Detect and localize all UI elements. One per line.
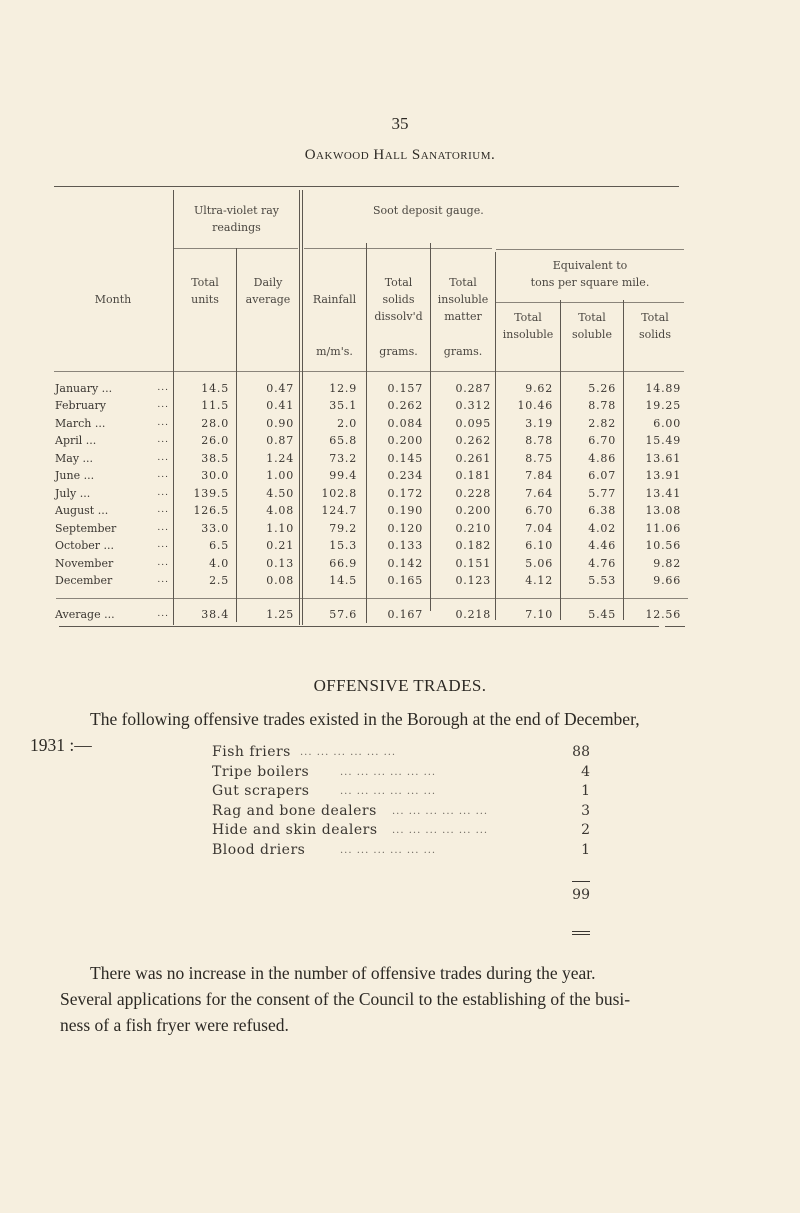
table-row-rainfall: 15.3	[329, 539, 357, 553]
table-row-insoluble-matter: 0.287	[455, 382, 491, 395]
trade-item	[212, 842, 590, 864]
month-label: October ...	[55, 539, 115, 553]
page-number: 35	[391, 114, 409, 133]
leader-dots: ... ... ... ... ... ...	[340, 844, 437, 856]
trade-name: Rag and bone dealers	[212, 802, 377, 819]
average-row-rainfall: 57.6	[329, 608, 357, 621]
leader-dots: ... ... ... ... ... ...	[340, 786, 437, 797]
table-row-eq-soluble: 6.07	[588, 469, 616, 483]
table-row-eq-solids: 9.82	[653, 556, 681, 570]
header-rainfall: Rainfall	[312, 293, 357, 306]
table-row-month	[55, 397, 173, 414]
table-row-eq-solids: 13.91	[645, 469, 681, 483]
header-insoluble-matter: Total insoluble matter	[437, 276, 489, 323]
table-row-total-units: 38.5	[201, 451, 229, 465]
table-row-daily-avg: 0.21	[266, 539, 294, 553]
table-row-daily-avg: 1.10	[266, 521, 294, 535]
table-row-insoluble-matter: 0.228	[455, 486, 491, 500]
table-row-solids-dissolved: 0.234	[387, 469, 423, 483]
table-row-eq-insoluble: 4.12	[525, 573, 553, 587]
table-row-month	[55, 555, 173, 572]
average-row-eq-insoluble: 7.10	[525, 608, 553, 621]
table-row-eq-soluble: 4.76	[588, 556, 616, 570]
table-row-month	[55, 485, 173, 502]
table-row-daily-avg: 1.24	[266, 451, 294, 465]
table-row-solids-dissolved: 0.133	[387, 539, 423, 553]
leader-dots: ... ... ... ... ... ...	[340, 766, 437, 778]
table-row-eq-solids: 15.49	[645, 434, 681, 448]
table-row-total-units: 4.0	[209, 556, 229, 570]
table-row-eq-insoluble: 3.19	[525, 416, 553, 430]
month-label: March ...	[55, 416, 106, 430]
table-row-total-units: 28.0	[201, 416, 229, 430]
table-row-month	[55, 467, 173, 484]
table-row-insoluble-matter: 0.182	[455, 539, 491, 553]
leader-dots: ...	[157, 557, 169, 568]
table-row-eq-insoluble: 10.46	[517, 399, 553, 413]
table-row-daily-avg: 0.13	[266, 556, 294, 570]
table-row-total-units: 139.5	[193, 486, 229, 500]
table-row-total-units: 30.0	[201, 469, 229, 483]
leader-dots: ...	[157, 417, 169, 428]
table-row-solids-dissolved: 0.157	[387, 382, 423, 395]
header-insoluble-matter-unit: grams.	[443, 345, 483, 358]
header-solids-dissolved: Total solids dissolv'd	[374, 276, 423, 323]
average-row-total-units: 38.4	[201, 608, 229, 621]
table-row-insoluble-matter: 0.200	[455, 504, 491, 518]
leader-dots: ...	[157, 452, 169, 463]
leader-dots: ... ... ... ... ... ...	[392, 825, 489, 836]
table-row-rainfall: 99.4	[329, 469, 357, 483]
table-row-solids-dissolved: 0.142	[387, 556, 423, 570]
table-row-month	[55, 450, 173, 467]
table-row-eq-solids: 13.61	[645, 451, 681, 465]
table-row-eq-solids: 6.00	[653, 416, 681, 430]
table-row-eq-insoluble: 8.78	[525, 434, 553, 448]
total-rule	[572, 881, 590, 882]
table-row-rainfall: 65.8	[329, 434, 357, 448]
table-row-daily-avg: 0.08	[266, 573, 294, 587]
table-row-month	[55, 432, 173, 449]
table-row-eq-solids: 19.25	[645, 399, 681, 413]
equivalent-subheader-rule	[496, 302, 684, 303]
month-label: January ...	[55, 382, 113, 395]
table-row-daily-avg: 4.08	[266, 504, 294, 518]
header-month: Month	[94, 293, 132, 306]
leader-dots: ...	[157, 505, 169, 516]
table-row-insoluble-matter: 0.210	[455, 521, 491, 535]
table-row-eq-soluble: 5.77	[588, 486, 616, 500]
month-label: April ...	[55, 434, 97, 448]
average-row-eq-solids: 12.56	[645, 608, 681, 621]
month-label: May ...	[55, 451, 94, 465]
col-divider-double-a	[299, 190, 300, 625]
table-row-eq-soluble: 5.53	[588, 573, 616, 587]
table-row-eq-soluble: 6.38	[588, 504, 616, 518]
table-row-insoluble-matter: 0.181	[455, 469, 491, 483]
leader-dots: ...	[157, 609, 169, 619]
table-row-daily-avg: 0.47	[266, 382, 294, 395]
table-row-rainfall: 35.1	[329, 399, 357, 413]
month-label: September	[55, 521, 117, 535]
total-double-rule-b	[572, 934, 590, 935]
table-row-month	[55, 380, 173, 397]
table-row-rainfall: 66.9	[329, 556, 357, 570]
header-uv-daily-average: Daily average	[245, 276, 291, 306]
table-row-insoluble-matter: 0.095	[455, 416, 491, 430]
table-row-eq-solids: 13.08	[645, 504, 681, 518]
header-uv-group: Ultra-violet ray readings	[193, 204, 280, 234]
header-equivalent-group: Equivalent to tons per square mile.	[530, 259, 650, 289]
table-bottom-rule	[59, 626, 659, 627]
table-row-eq-solids: 13.41	[645, 486, 681, 500]
month-label: Average ...	[55, 608, 115, 621]
table-row-solids-dissolved: 0.200	[387, 434, 423, 448]
month-label: July ...	[55, 486, 91, 500]
table-row-month	[55, 520, 173, 537]
table-row-eq-soluble: 4.02	[588, 521, 616, 535]
table-row-rainfall: 73.2	[329, 451, 357, 465]
trade-count: 1	[581, 783, 590, 799]
leader-dots: ... ... ... ... ... ...	[392, 805, 489, 817]
month-label: June ...	[55, 469, 95, 483]
table-row-daily-avg: 0.90	[266, 416, 294, 430]
offensive-trades-intro: The following offensive trades existed in the Borough at the end of December, 1931 :—	[30, 709, 640, 755]
equivalent-top-rule	[496, 249, 684, 250]
table-row-eq-soluble: 4.86	[588, 451, 616, 465]
table-row-month	[55, 415, 173, 432]
table-row-total-units: 26.0	[201, 434, 229, 448]
leader-dots: ...	[157, 400, 169, 411]
table-row-rainfall: 124.7	[321, 504, 357, 518]
table-row-eq-solids: 14.89	[645, 382, 681, 395]
trade-name: Blood driers	[212, 841, 306, 858]
table-row-daily-avg: 0.41	[266, 399, 294, 413]
offensive-trades-heading: OFFENSIVE TRADES.	[313, 676, 487, 695]
table-row-total-units: 2.5	[209, 573, 229, 587]
table-row-eq-insoluble: 6.70	[525, 504, 553, 518]
average-row-daily-avg: 1.25	[266, 608, 294, 621]
table-row-total-units: 126.5	[193, 504, 229, 518]
table-row-insoluble-matter: 0.312	[455, 399, 491, 413]
table-row-eq-solids: 10.56	[645, 539, 681, 553]
table-row-daily-avg: 1.00	[266, 469, 294, 483]
table-row-insoluble-matter: 0.151	[455, 556, 491, 570]
table-row-solids-dissolved: 0.120	[387, 521, 423, 535]
leader-dots: ...	[157, 470, 169, 481]
table-row-rainfall: 12.9	[329, 382, 357, 395]
header-rainfall-unit: m/m's.	[316, 345, 353, 358]
trade-count: 1	[581, 841, 590, 858]
trade-count: 88	[572, 744, 590, 760]
table-row-eq-insoluble: 7.84	[525, 469, 553, 483]
leader-dots: ...	[157, 487, 169, 498]
leader-dots: ...	[157, 574, 169, 585]
leader-dots: ...	[157, 522, 169, 533]
header-eq-solids: Total solids	[639, 311, 671, 341]
leader-dots: ...	[157, 435, 169, 446]
table-row-eq-solids: 11.06	[645, 521, 681, 535]
trade-name: Gut scrapers	[212, 783, 310, 799]
table-row-eq-insoluble: 7.64	[525, 486, 553, 500]
average-row-solids-dissolved: 0.167	[387, 608, 423, 621]
month-label: February	[55, 399, 106, 413]
table-row-total-units: 11.5	[201, 399, 229, 413]
table-bottom-rule-end	[665, 626, 685, 627]
header-bottom-rule	[54, 371, 684, 372]
trades-total: 99	[572, 887, 590, 903]
table-row-solids-dissolved: 0.172	[387, 486, 423, 500]
header-eq-insoluble: Total insoluble	[502, 311, 554, 341]
trade-count: 4	[581, 763, 590, 780]
average-row-insoluble-matter: 0.218	[455, 608, 491, 621]
table-row-solids-dissolved: 0.084	[387, 416, 423, 430]
table-row-eq-insoluble: 6.10	[525, 539, 553, 553]
month-label: August ...	[55, 504, 109, 518]
table-row-eq-soluble: 4.46	[588, 539, 616, 553]
table-row-daily-avg: 4.50	[266, 486, 294, 500]
table-row-eq-insoluble: 8.75	[525, 451, 553, 465]
table-row-month	[55, 537, 173, 554]
table-row-solids-dissolved: 0.165	[387, 573, 423, 587]
average-row-month	[55, 606, 173, 623]
table-top-rule	[54, 186, 679, 187]
table-row-rainfall: 79.2	[329, 521, 357, 535]
header-eq-soluble: Total soluble	[572, 311, 612, 341]
page-title: Oakwood Hall Sanatorium.	[304, 147, 496, 163]
trade-name: Fish friers	[212, 744, 291, 760]
table-row-eq-insoluble: 9.62	[525, 382, 553, 395]
table-row-insoluble-matter: 0.262	[455, 434, 491, 448]
leader-dots: ...	[157, 540, 169, 551]
table-row-solids-dissolved: 0.190	[387, 504, 423, 518]
table-row-insoluble-matter: 0.261	[455, 451, 491, 465]
total-double-rule-a	[572, 931, 590, 932]
closing-paragraph: There was no increase in the number of offensive trades during the year. Several applications for the consent of the Council to the establishing of the busi- ness of a fish fryer were refused.	[60, 963, 631, 1035]
table-row-eq-solids: 9.66	[653, 573, 681, 587]
trade-name: Tripe boilers	[212, 763, 310, 780]
leader-dots: ... ... ... ... ... ...	[300, 747, 397, 758]
soot-subheader-rule	[304, 248, 492, 249]
trade-name: Hide and skin dealers	[212, 822, 378, 838]
trade-count: 3	[581, 802, 590, 819]
table-row-eq-soluble: 6.70	[588, 434, 616, 448]
table-row-rainfall: 14.5	[329, 573, 357, 587]
table-row-month	[55, 572, 173, 589]
month-label: December	[55, 573, 113, 587]
table-row-eq-soluble: 8.78	[588, 399, 616, 413]
table-row-rainfall: 102.8	[321, 486, 357, 500]
leader-dots: ...	[157, 383, 169, 393]
header-solids-dissolved-unit: grams.	[379, 345, 418, 358]
month-label: November	[55, 556, 114, 570]
table-row-total-units: 6.5	[209, 539, 229, 553]
trade-count: 2	[581, 822, 590, 838]
average-separator-rule	[56, 598, 688, 599]
table-row-solids-dissolved: 0.262	[387, 399, 423, 413]
table-row-total-units: 14.5	[201, 382, 229, 395]
table-row-eq-soluble: 5.26	[588, 382, 616, 395]
table-row-insoluble-matter: 0.123	[455, 573, 491, 587]
table-row-daily-avg: 0.87	[266, 434, 294, 448]
table-row-solids-dissolved: 0.145	[387, 451, 423, 465]
average-row-eq-soluble: 5.45	[588, 608, 616, 621]
table-row-total-units: 33.0	[201, 521, 229, 535]
header-soot-group: Soot deposit gauge.	[373, 204, 484, 217]
table-row-month	[55, 502, 173, 519]
table-row-eq-insoluble: 5.06	[525, 556, 553, 570]
header-uv-total-units: Total units	[191, 276, 219, 306]
table-row-eq-soluble: 2.82	[588, 416, 616, 430]
table-row-rainfall: 2.0	[337, 416, 357, 430]
table-row-eq-insoluble: 7.04	[525, 521, 553, 535]
